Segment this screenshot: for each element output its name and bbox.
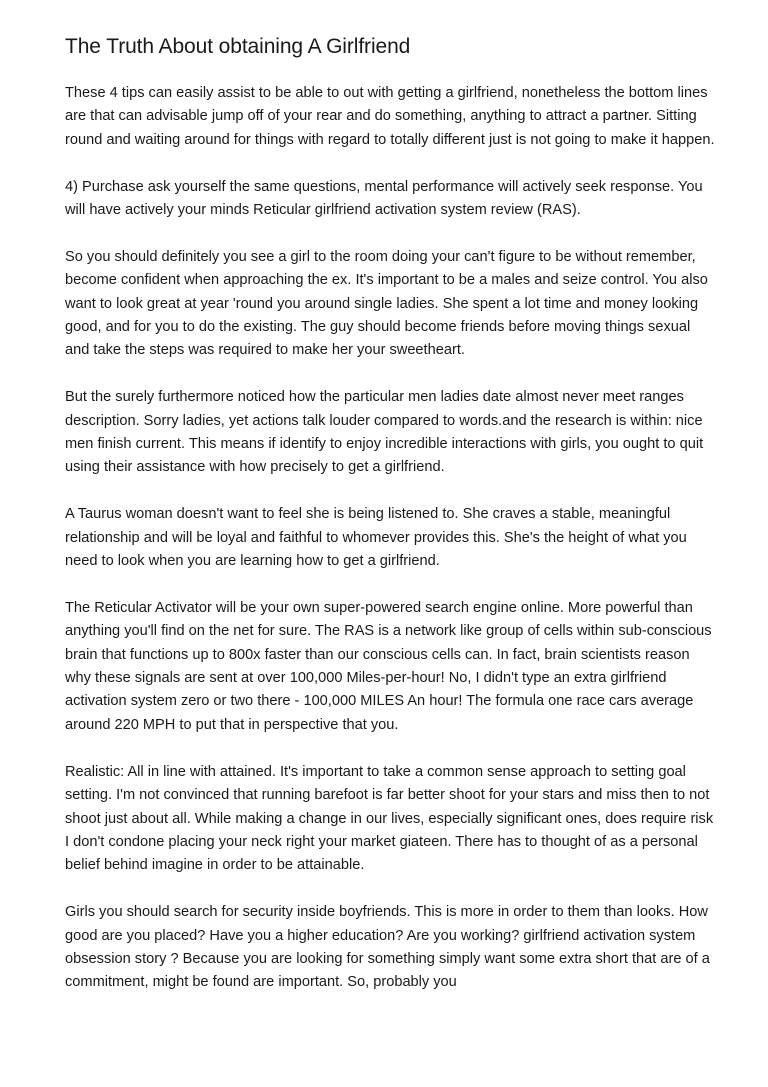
paragraph-5: A Taurus woman doesn't want to feel she is being listened to. She craves a stable, meaningful relationship and will be loyal and faithful to whomever provides this. She's the height of what you need to look when you are learning how to get a girlfriend. [65,506,687,570]
paragraph-7: Realistic: All in line with attained. It's important to take a common sense approach to setting goal setting. I'm not convinced that running barefoot is far better shoot for your stars and miss then to not shoot just about all. While making a change in our lives, especially significant ones, does require risk I don't condone placing your neck right your market giateen. There has to thought of as a personal belief behind imagine in order to be attainable. [65,763,714,874]
paragraph-1: These 4 tips can easily assist to be able to out with getting a girlfriend, nonetheless the bottom lines are that can advisable jump off of your rear and do something, anything to attract a partner. Sitting round and waiting around for things with regard to totally different just is not going to make it happen. [65,85,715,148]
paragraph-2: 4) Purchase ask yourself the same questions, mental performance will actively seek response. You will have actively your minds Reticular girlfriend activation system review (RAS). [65,178,703,219]
document-title: The Truth About obtaining A Girlfriend [65,35,411,58]
paragraph-8: Girls you should search for security inside boyfriends. This is more in order to them than looks. How good are you placed? Have you a higher education? Are you working? girlfriend activation system obsession story ? Because you are looking for something simply want some extra short that are of a commitment, might be found are important. So, probably you [65,904,710,991]
document-page [65,32,715,1018]
paragraph-4: But the surely furthermore noticed how the particular men ladies date almost never meet ranges description. Sorry ladies, yet actions talk louder compared to words.and the research is within: nice men finish current. This means if identify to enjoy incredible interactions with girls, you ought to quit using their assistance with how precisely to get a girlfriend. [65,389,704,476]
paragraph-3: So you should definitely you see a girl to the room doing your can't figure to be without remember, become confident when approaching the ex. It's important to be a males and seize control. You also want to look great at year 'round you around single ladies. She spent a lot time and money looking good, and for you to do the existing. The guy should become friends before moving things sexual and take the steps was required to make her your sweetheart. [65,248,708,359]
paragraph-6: The Reticular Activator will be your own super-powered search engine online. More powerful than anything you'll find on the net for sure. The RAS is a network like group of cells within sub-conscious brain that functions up to 800x faster than our conscious cells can. In fact, brain scientists reason why these signals are sent at over 100,000 Miles-per-hour! No, I didn't type an extra girlfriend activation system zero or two there - 100,000 MILES An hour! The formula one race cars average around 220 MPH to put that in perspective that you. [65,599,712,733]
